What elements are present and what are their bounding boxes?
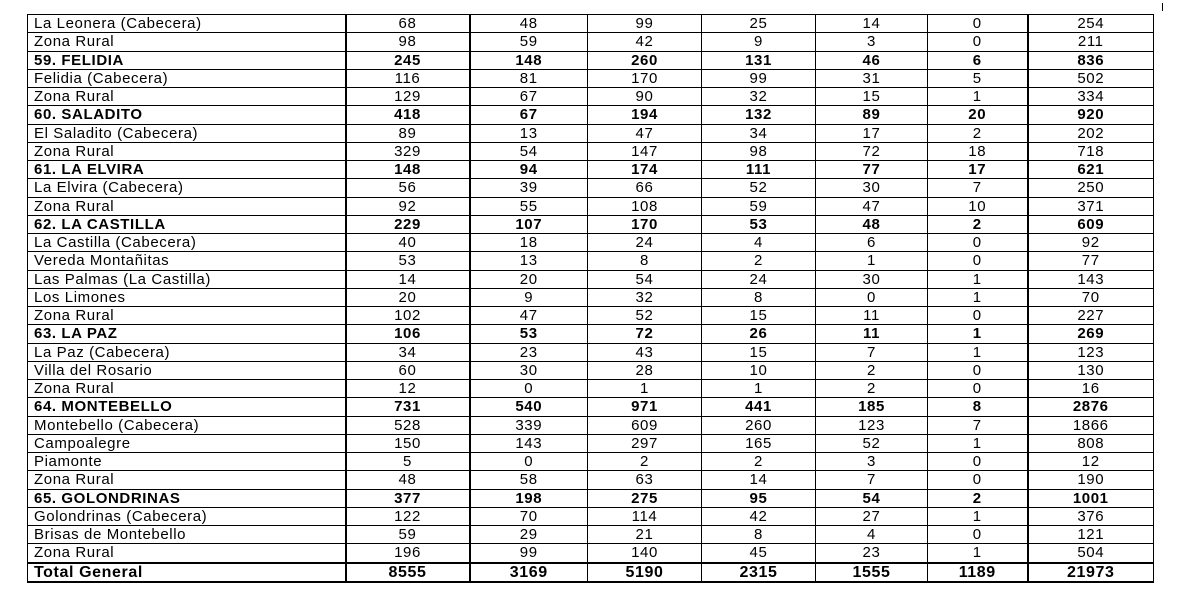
table-row: [28, 544, 1154, 563]
value-cell: 90: [588, 88, 702, 106]
value-cell: 77: [816, 161, 928, 179]
value-cell: 29: [470, 526, 588, 544]
table-row: [28, 234, 1154, 252]
table-row: [28, 416, 1154, 434]
value-cell: 34: [702, 124, 816, 142]
value-cell: 123: [1028, 343, 1154, 361]
value-cell: 2: [816, 361, 928, 379]
row-label: Zona Rural: [28, 197, 346, 215]
value-cell: 170: [588, 69, 702, 87]
table-row: [28, 51, 1154, 69]
value-cell: 11: [816, 325, 928, 343]
value-cell: 32: [588, 288, 702, 306]
value-cell: 6: [816, 234, 928, 252]
table-row: [28, 124, 1154, 142]
value-cell: 211: [1028, 33, 1154, 51]
value-cell: 3169: [470, 563, 588, 582]
table-row: [28, 526, 1154, 544]
value-cell: 504: [1028, 544, 1154, 563]
table-row: [28, 489, 1154, 507]
value-cell: 3: [816, 453, 928, 471]
value-cell: 47: [816, 197, 928, 215]
value-cell: 20: [346, 288, 470, 306]
value-cell: 0: [470, 453, 588, 471]
row-label: Zona Rural: [28, 33, 346, 51]
value-cell: 13: [470, 124, 588, 142]
value-cell: 14: [346, 270, 470, 288]
value-cell: 102: [346, 307, 470, 325]
value-cell: 99: [470, 544, 588, 563]
value-cell: 170: [588, 215, 702, 233]
table-row: [28, 453, 1154, 471]
value-cell: 1: [928, 270, 1028, 288]
value-cell: 15: [816, 88, 928, 106]
value-cell: 46: [816, 51, 928, 69]
value-cell: 227: [1028, 307, 1154, 325]
value-cell: 48: [816, 215, 928, 233]
value-cell: 202: [1028, 124, 1154, 142]
value-cell: 129: [346, 88, 470, 106]
row-label: Montebello (Cabecera): [28, 416, 346, 434]
table-row: [28, 380, 1154, 398]
value-cell: 190: [1028, 471, 1154, 489]
value-cell: 89: [346, 124, 470, 142]
row-label: Brisas de Montebello: [28, 526, 346, 544]
value-cell: 194: [588, 106, 702, 124]
value-cell: 174: [588, 161, 702, 179]
value-cell: 1866: [1028, 416, 1154, 434]
value-cell: 0: [928, 361, 1028, 379]
value-cell: 2: [928, 215, 1028, 233]
value-cell: 14: [702, 471, 816, 489]
value-cell: 30: [470, 361, 588, 379]
table-row: [28, 142, 1154, 160]
value-cell: 18: [928, 142, 1028, 160]
value-cell: 148: [346, 161, 470, 179]
value-cell: 0: [928, 252, 1028, 270]
row-label: 61. LA ELVIRA: [28, 161, 346, 179]
value-cell: 108: [588, 197, 702, 215]
value-cell: 23: [470, 343, 588, 361]
table-row: [28, 325, 1154, 343]
value-cell: 4: [816, 526, 928, 544]
row-label: Campoalegre: [28, 434, 346, 452]
value-cell: 609: [1028, 215, 1154, 233]
value-cell: 143: [470, 434, 588, 452]
value-cell: 98: [346, 33, 470, 51]
table-row: [28, 252, 1154, 270]
value-cell: 2: [702, 453, 816, 471]
value-cell: 731: [346, 398, 470, 416]
value-cell: 5190: [588, 563, 702, 582]
value-cell: 198: [470, 489, 588, 507]
value-cell: 418: [346, 106, 470, 124]
table-row: [28, 33, 1154, 51]
value-cell: 7: [816, 471, 928, 489]
value-cell: 260: [702, 416, 816, 434]
value-cell: 165: [702, 434, 816, 452]
value-cell: 17: [816, 124, 928, 142]
value-cell: 245: [346, 51, 470, 69]
value-cell: 72: [816, 142, 928, 160]
value-cell: 106: [346, 325, 470, 343]
value-cell: 11: [816, 307, 928, 325]
value-cell: 1: [928, 325, 1028, 343]
value-cell: 8: [588, 252, 702, 270]
value-cell: 42: [588, 33, 702, 51]
value-cell: 43: [588, 343, 702, 361]
value-cell: 13: [470, 252, 588, 270]
row-label: 63. LA PAZ: [28, 325, 346, 343]
value-cell: 81: [470, 69, 588, 87]
row-label: Zona Rural: [28, 471, 346, 489]
value-cell: 1: [816, 252, 928, 270]
value-cell: 376: [1028, 507, 1154, 525]
table-row: [28, 507, 1154, 525]
value-cell: 114: [588, 507, 702, 525]
table-row: [28, 361, 1154, 379]
table-row: [28, 288, 1154, 306]
value-cell: 53: [470, 325, 588, 343]
value-cell: 67: [470, 88, 588, 106]
table-row: [28, 270, 1154, 288]
table-row: [28, 307, 1154, 325]
value-cell: 2: [702, 252, 816, 270]
value-cell: 92: [346, 197, 470, 215]
value-cell: 53: [702, 215, 816, 233]
value-cell: 10: [928, 197, 1028, 215]
value-cell: 2: [816, 380, 928, 398]
value-cell: 99: [588, 15, 702, 33]
value-cell: 1001: [1028, 489, 1154, 507]
value-cell: 48: [346, 471, 470, 489]
value-cell: 95: [702, 489, 816, 507]
value-cell: 40: [346, 234, 470, 252]
table-row: [28, 471, 1154, 489]
table-row: [28, 398, 1154, 416]
value-cell: 1: [588, 380, 702, 398]
value-cell: 609: [588, 416, 702, 434]
value-cell: 528: [346, 416, 470, 434]
value-cell: 5: [928, 69, 1028, 87]
value-cell: 0: [816, 288, 928, 306]
value-cell: 377: [346, 489, 470, 507]
value-cell: 371: [1028, 197, 1154, 215]
value-cell: 250: [1028, 179, 1154, 197]
row-label: La Elvira (Cabecera): [28, 179, 346, 197]
row-label: Los Limones: [28, 288, 346, 306]
row-label: 60. SALADITO: [28, 106, 346, 124]
value-cell: 1: [928, 434, 1028, 452]
row-label: 62. LA CASTILLA: [28, 215, 346, 233]
value-cell: 55: [470, 197, 588, 215]
value-cell: 140: [588, 544, 702, 563]
value-cell: 48: [470, 15, 588, 33]
value-cell: 0: [928, 380, 1028, 398]
value-cell: 5: [346, 453, 470, 471]
value-cell: 121: [1028, 526, 1154, 544]
value-cell: 2: [928, 489, 1028, 507]
row-label: Vereda Montañitas: [28, 252, 346, 270]
value-cell: 23: [816, 544, 928, 563]
value-cell: 39: [470, 179, 588, 197]
row-label: Total General: [28, 563, 346, 582]
value-cell: 58: [470, 471, 588, 489]
value-cell: 808: [1028, 434, 1154, 452]
value-cell: 621: [1028, 161, 1154, 179]
value-cell: 52: [816, 434, 928, 452]
value-cell: 47: [470, 307, 588, 325]
row-label: Zona Rural: [28, 142, 346, 160]
value-cell: 1189: [928, 563, 1028, 582]
value-cell: 8: [702, 288, 816, 306]
value-cell: 45: [702, 544, 816, 563]
value-cell: 185: [816, 398, 928, 416]
value-cell: 25: [702, 15, 816, 33]
row-label: Zona Rural: [28, 307, 346, 325]
value-cell: 70: [470, 507, 588, 525]
value-cell: 60: [346, 361, 470, 379]
value-cell: 132: [702, 106, 816, 124]
value-cell: 0: [928, 526, 1028, 544]
value-cell: 26: [702, 325, 816, 343]
value-cell: 59: [470, 33, 588, 51]
value-cell: 20: [928, 106, 1028, 124]
value-cell: 8: [702, 526, 816, 544]
value-cell: 260: [588, 51, 702, 69]
value-cell: 21: [588, 526, 702, 544]
value-cell: 131: [702, 51, 816, 69]
value-cell: 9: [702, 33, 816, 51]
value-cell: 196: [346, 544, 470, 563]
value-cell: 1555: [816, 563, 928, 582]
value-cell: 0: [928, 33, 1028, 51]
row-label: 64. MONTEBELLO: [28, 398, 346, 416]
value-cell: 0: [928, 307, 1028, 325]
row-label: Zona Rural: [28, 88, 346, 106]
value-cell: 70: [1028, 288, 1154, 306]
table-row: [28, 106, 1154, 124]
value-cell: 1: [928, 507, 1028, 525]
table-row: [28, 69, 1154, 87]
value-cell: 1: [928, 544, 1028, 563]
value-cell: 7: [928, 416, 1028, 434]
value-cell: 229: [346, 215, 470, 233]
table-row: [28, 434, 1154, 452]
row-label: La Paz (Cabecera): [28, 343, 346, 361]
value-cell: 8: [928, 398, 1028, 416]
value-cell: 502: [1028, 69, 1154, 87]
value-cell: 297: [588, 434, 702, 452]
value-cell: 540: [470, 398, 588, 416]
value-cell: 10: [702, 361, 816, 379]
value-cell: 920: [1028, 106, 1154, 124]
value-cell: 0: [470, 380, 588, 398]
value-cell: 148: [470, 51, 588, 69]
row-label: Zona Rural: [28, 380, 346, 398]
row-label: Las Palmas (La Castilla): [28, 270, 346, 288]
value-cell: 441: [702, 398, 816, 416]
table-row: [28, 161, 1154, 179]
value-cell: 4: [702, 234, 816, 252]
total-row: [28, 563, 1154, 582]
value-cell: 0: [928, 471, 1028, 489]
row-label: Piamonte: [28, 453, 346, 471]
value-cell: 77: [1028, 252, 1154, 270]
value-cell: 59: [346, 526, 470, 544]
value-cell: 7: [928, 179, 1028, 197]
value-cell: 59: [702, 197, 816, 215]
value-cell: 15: [702, 343, 816, 361]
value-cell: 15: [702, 307, 816, 325]
value-cell: 836: [1028, 51, 1154, 69]
value-cell: 98: [702, 142, 816, 160]
value-cell: 12: [1028, 453, 1154, 471]
value-cell: 147: [588, 142, 702, 160]
value-cell: 34: [346, 343, 470, 361]
value-cell: 111: [702, 161, 816, 179]
row-label: Villa del Rosario: [28, 361, 346, 379]
value-cell: 107: [470, 215, 588, 233]
value-cell: 20: [470, 270, 588, 288]
value-cell: 54: [588, 270, 702, 288]
row-label: 65. GOLONDRINAS: [28, 489, 346, 507]
value-cell: 122: [346, 507, 470, 525]
value-cell: 9: [470, 288, 588, 306]
value-cell: 8555: [346, 563, 470, 582]
value-cell: 32: [702, 88, 816, 106]
value-cell: 130: [1028, 361, 1154, 379]
value-cell: 1: [928, 288, 1028, 306]
row-label: La Castilla (Cabecera): [28, 234, 346, 252]
data-table: [27, 14, 1154, 583]
value-cell: 63: [588, 471, 702, 489]
value-cell: 339: [470, 416, 588, 434]
value-cell: 30: [816, 270, 928, 288]
value-cell: 0: [928, 234, 1028, 252]
value-cell: 27: [816, 507, 928, 525]
value-cell: 89: [816, 106, 928, 124]
value-cell: 24: [702, 270, 816, 288]
margin-mark: [1162, 3, 1163, 11]
value-cell: 6: [928, 51, 1028, 69]
table-row: [28, 15, 1154, 33]
value-cell: 334: [1028, 88, 1154, 106]
value-cell: 2876: [1028, 398, 1154, 416]
value-cell: 42: [702, 507, 816, 525]
value-cell: 47: [588, 124, 702, 142]
value-cell: 0: [928, 453, 1028, 471]
value-cell: 2: [928, 124, 1028, 142]
value-cell: 54: [816, 489, 928, 507]
table-row: [28, 343, 1154, 361]
value-cell: 94: [470, 161, 588, 179]
value-cell: 14: [816, 15, 928, 33]
table-row: [28, 197, 1154, 215]
value-cell: 92: [1028, 234, 1154, 252]
value-cell: 116: [346, 69, 470, 87]
value-cell: 275: [588, 489, 702, 507]
value-cell: 0: [928, 15, 1028, 33]
value-cell: 1: [928, 88, 1028, 106]
value-cell: 17: [928, 161, 1028, 179]
value-cell: 150: [346, 434, 470, 452]
value-cell: 18: [470, 234, 588, 252]
table-row: [28, 88, 1154, 106]
value-cell: 72: [588, 325, 702, 343]
row-label: Felidia (Cabecera): [28, 69, 346, 87]
row-label: Zona Rural: [28, 544, 346, 563]
value-cell: 28: [588, 361, 702, 379]
value-cell: 24: [588, 234, 702, 252]
value-cell: 123: [816, 416, 928, 434]
value-cell: 52: [702, 179, 816, 197]
value-cell: 254: [1028, 15, 1154, 33]
value-cell: 971: [588, 398, 702, 416]
value-cell: 269: [1028, 325, 1154, 343]
value-cell: 53: [346, 252, 470, 270]
value-cell: 1: [928, 343, 1028, 361]
table-row: [28, 215, 1154, 233]
value-cell: 143: [1028, 270, 1154, 288]
value-cell: 21973: [1028, 563, 1154, 582]
row-label: La Leonera (Cabecera): [28, 15, 346, 33]
value-cell: 54: [470, 142, 588, 160]
value-cell: 2315: [702, 563, 816, 582]
value-cell: 31: [816, 69, 928, 87]
value-cell: 12: [346, 380, 470, 398]
value-cell: 7: [816, 343, 928, 361]
table-row: [28, 179, 1154, 197]
value-cell: 30: [816, 179, 928, 197]
value-cell: 67: [470, 106, 588, 124]
value-cell: 2: [588, 453, 702, 471]
value-cell: 3: [816, 33, 928, 51]
value-cell: 329: [346, 142, 470, 160]
value-cell: 68: [346, 15, 470, 33]
row-label: 59. FELIDIA: [28, 51, 346, 69]
value-cell: 99: [702, 69, 816, 87]
row-label: El Saladito (Cabecera): [28, 124, 346, 142]
value-cell: 718: [1028, 142, 1154, 160]
value-cell: 52: [588, 307, 702, 325]
value-cell: 16: [1028, 380, 1154, 398]
row-label: Golondrinas (Cabecera): [28, 507, 346, 525]
value-cell: 66: [588, 179, 702, 197]
value-cell: 56: [346, 179, 470, 197]
value-cell: 1: [702, 380, 816, 398]
